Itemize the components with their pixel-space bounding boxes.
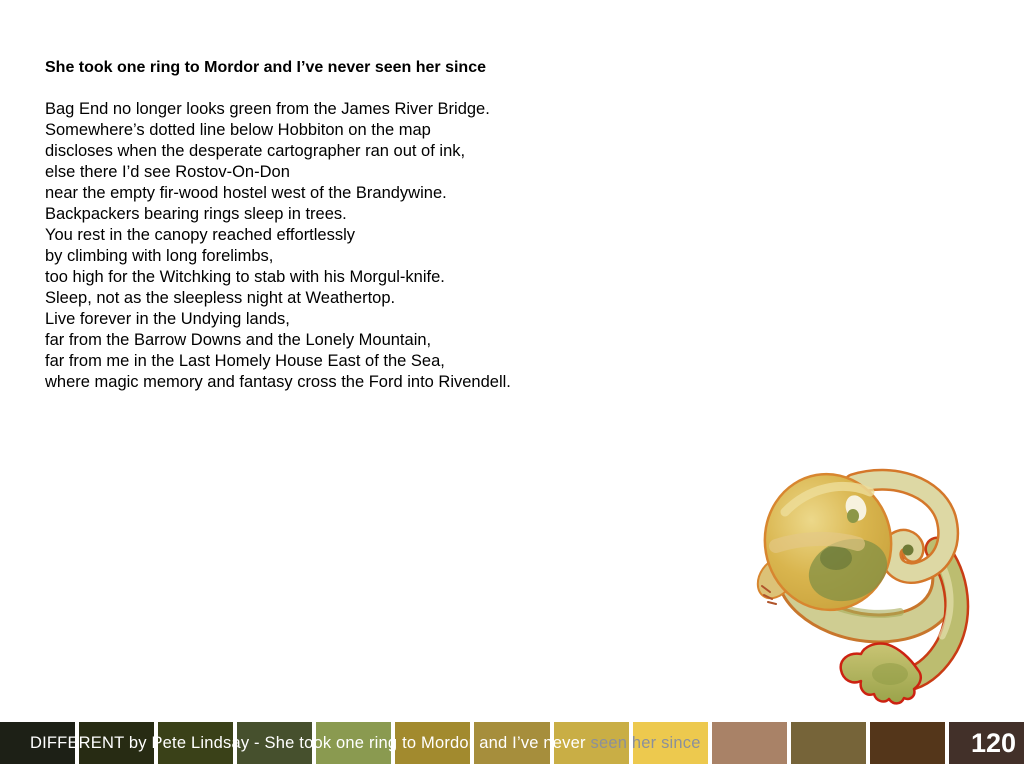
hook-center-knob — [903, 545, 914, 556]
footer-caption-primary: DIFFERENT by Pete Lindsay - She took one ring to Mordor and I’ve never — [30, 733, 586, 752]
poem-line: Live forever in the Undying lands, — [45, 310, 290, 328]
blob-tan-streak — [776, 539, 858, 546]
color-swatch — [870, 722, 945, 764]
poem-line: discloses when the desperate cartographer ran out of ink, — [45, 142, 466, 160]
poem-line: else there I’d see Rostov-On-Don — [45, 163, 290, 181]
foot-shading — [872, 663, 908, 685]
poem-line: too high for the Witchking to stab with his Morgul-knife. — [45, 268, 445, 286]
poem-line: near the empty fir-wood hostel west of the Brandywine. — [45, 184, 447, 202]
ring-artwork-painting — [740, 450, 1024, 720]
page-number: 120 — [970, 727, 1016, 758]
footer-caption — [30, 722, 701, 764]
poem-line: Somewhere’s dotted line below Hobbiton on the map — [45, 121, 431, 139]
poem-line: far from the Barrow Downs and the Lonely Mountain, — [45, 331, 432, 349]
poem-block — [45, 57, 511, 393]
color-swatch — [791, 722, 866, 764]
poem-line: far from me in the Last Homely House East of the Sea, — [45, 352, 445, 370]
blob-swirl-inner — [847, 509, 859, 523]
poem-line: where magic memory and fantasy cross the Ford into Rivendell. — [45, 373, 511, 391]
poem-line: Sleep, not as the sleepless night at Weathertop. — [45, 289, 396, 307]
poem-line: by climbing with long forelimbs, — [45, 247, 274, 265]
poem-line: You rest in the canopy reached effortlessly — [45, 226, 356, 244]
footer-bar — [0, 722, 1024, 764]
poem-lines — [45, 99, 511, 393]
poem-line: Bag End no longer looks green from the James River Bridge. — [45, 100, 490, 118]
footer-caption-secondary: seen her since — [585, 733, 701, 752]
blob-dark-shade — [820, 546, 852, 570]
color-swatch — [712, 722, 787, 764]
poem-line: Backpackers bearing rings sleep in trees. — [45, 205, 347, 223]
poem-title: She took one ring to Mordor and I’ve never seen her since — [45, 59, 486, 76]
